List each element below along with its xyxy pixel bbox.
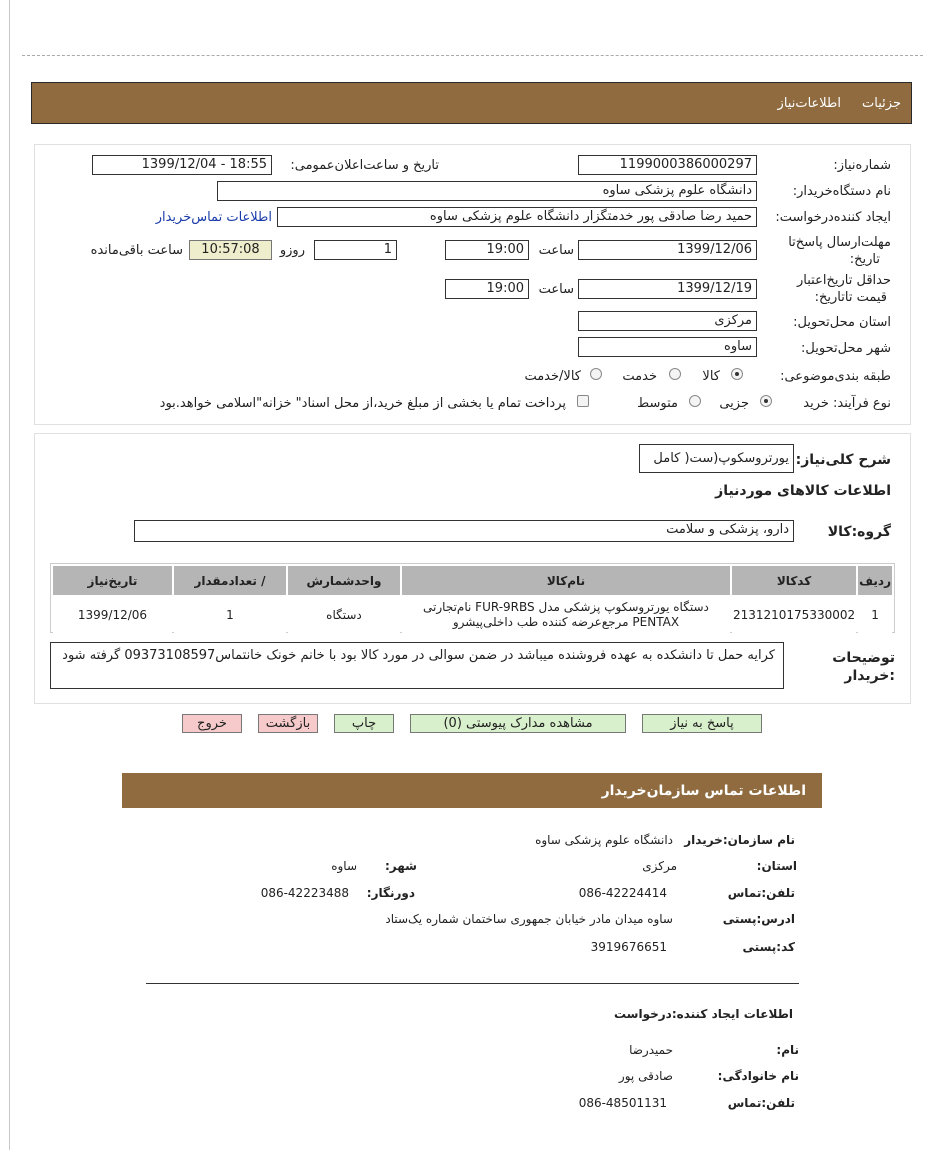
top-dashed-divider: [22, 55, 923, 56]
items-heading: اطلاعات کالاهای موردنیاز: [715, 483, 891, 499]
cell-name: دستگاه یورتروسکوپ پزشکی مدل FUR-9RBS نام‌تجارتی PENTAX مرجع‌عرضه کننده طب داخلی‌پیشرو: [402, 597, 730, 633]
org-value: دانشگاه علوم پزشکی ساوه: [535, 833, 673, 847]
notes-field: کرایه حمل تا دانشکده به عهده فروشنده میباشد در ضمن سوالی در مورد کالا بود با خانم خونک خانتماس09373108597 گرفته شود: [50, 642, 784, 689]
contact-province-label: استان:: [756, 859, 797, 873]
contact-city-value: ساوه: [331, 859, 357, 873]
table-row: [53, 597, 892, 633]
process-radio-medium[interactable]: [689, 395, 701, 407]
creator-name-label: نام:: [776, 1043, 799, 1057]
creator-label: ایجاد کننده‌درخواست:: [775, 210, 891, 225]
fax-label: دورنگار:: [366, 886, 415, 900]
col-unit: واحدشمارش: [288, 566, 400, 595]
org-label: نام سازمان:خریدار: [684, 833, 795, 847]
creator-name-value: حمیدرضا: [629, 1043, 673, 1057]
contact-city-label: شهر:: [385, 859, 417, 873]
tab-details[interactable]: جزئیات: [862, 96, 901, 111]
address-label: ادرس:پستی: [722, 912, 795, 926]
announce-label: تاریخ و ساعت‌اعلان‌عمومی:: [290, 158, 439, 173]
group-field: دارو، پزشکی و سلامت: [134, 520, 794, 542]
deadline-time-field: 19:00: [445, 240, 529, 260]
payment-checkbox[interactable]: [577, 395, 589, 407]
creator-family-value: صادقی پور: [618, 1069, 673, 1083]
creator-phone-value: 086-48501131: [578, 1096, 667, 1110]
deadline-hour-label: ساعت: [538, 243, 574, 258]
days-label: روزو: [279, 243, 305, 258]
process-label: نوع فرآیند: خرید: [803, 396, 891, 411]
deadline-label-date: تاریخ:: [849, 252, 880, 267]
process-option-medium: متوسط: [637, 396, 678, 411]
print-button[interactable]: چاپ: [334, 714, 394, 733]
category-option-goods: کالا: [702, 369, 720, 384]
summary-field: یورتروسکوپ(ست( کامل: [639, 444, 794, 473]
reply-button[interactable]: پاسخ به نیاز: [642, 714, 762, 733]
category-radio-goods-service[interactable]: [590, 368, 602, 380]
contact-divider: [146, 983, 799, 984]
postal-label: کد:پستی: [742, 940, 795, 954]
creator-field: حمید رضا صادقی پور خدمتگزار دانشگاه علوم پزشکی ساوه: [277, 207, 757, 227]
col-date: تاریخ‌نیاز: [53, 566, 172, 595]
deadline-date-field: 1399/12/06: [578, 240, 757, 260]
contact-title: اطلاعات تماس سازمان‌خریدار: [601, 783, 806, 799]
contact-phone-label: تلفن:تماس: [727, 886, 795, 900]
cell-unit: دستگاه: [288, 597, 400, 633]
creator-heading: اطلاعات ایجاد کننده:درخواست: [613, 1007, 793, 1021]
province-field: مرکزی: [578, 311, 757, 331]
buyer-label: نام دستگاه‌خریدار:: [792, 184, 891, 199]
buyer-contact-link[interactable]: اطلاعات تماس‌خریدار: [155, 210, 272, 225]
city-field: ساوه: [578, 337, 757, 357]
announce-field: 1399/12/04 - 18:55: [92, 155, 272, 175]
postal-value: 3919676651: [590, 940, 667, 954]
notes-label-buyer: :خریدار: [844, 668, 895, 684]
category-option-service: خدمت: [622, 369, 657, 384]
validity-time-field: 19:00: [445, 279, 529, 299]
deadline-label: مهلت‌ارسال پاسخ‌تا: [788, 235, 891, 250]
items-table: [51, 564, 894, 635]
creator-family-label: نام خانوادگی:: [717, 1069, 799, 1083]
notes-label: توضیحات: [832, 650, 895, 666]
col-code: کدکالا: [732, 566, 856, 595]
attachments-button[interactable]: مشاهده مدارک پیوستی (0): [410, 714, 626, 733]
days-field: 1: [314, 240, 397, 260]
category-label: طبقه بندی‌موضوعی:: [780, 369, 891, 384]
creator-phone-label: تلفن:تماس: [727, 1096, 795, 1110]
group-label: گروه:کالا: [827, 524, 891, 540]
cell-code: 2131210175330002: [732, 597, 856, 633]
need-number-label: شماره‌نیاز:: [833, 158, 891, 173]
process-radio-minor[interactable]: [760, 395, 772, 407]
category-radio-goods[interactable]: [731, 368, 743, 380]
col-qty: / تعدادمقدار: [174, 566, 286, 595]
category-radio-service[interactable]: [669, 368, 681, 380]
buyer-field: دانشگاه علوم پزشکی ساوه: [217, 181, 757, 201]
remaining-time-field: 10:57:08: [189, 240, 272, 260]
process-option-minor: جزیی: [719, 396, 749, 411]
fax-value: 086-42223488: [260, 886, 349, 900]
contact-header-bar: [122, 773, 822, 808]
payment-note: پرداخت تمام یا بخشی از مبلغ خرید،از محل اسناد" خزانه"اسلامی خواهد.بود: [159, 396, 566, 411]
contact-phone-value: 086-42224414: [578, 886, 667, 900]
exit-button[interactable]: خروج: [182, 714, 242, 733]
remaining-label: ساعت باقی‌مانده: [90, 243, 183, 258]
validity-label: حداقل تاریخ‌اعتبار: [797, 273, 891, 288]
back-button[interactable]: بازگشت: [258, 714, 318, 733]
col-row: ردیف: [858, 566, 892, 595]
cell-date: 1399/12/06: [53, 597, 172, 633]
validity-label-date: قیمت تا‌تاریخ:: [814, 290, 887, 305]
validity-hour-label: ساعت: [538, 282, 574, 297]
category-option-goods-service: کالا/خدمت: [524, 369, 581, 384]
cell-row: 1: [858, 597, 892, 633]
items-table-frame: [50, 563, 895, 633]
top-tab-bar: [31, 82, 912, 124]
tab-need-info[interactable]: اطلاعات‌نیاز: [777, 96, 841, 111]
address-value: ساوه میدان مادر خیابان جمهوری ساختمان شماره یک‌ستاد: [385, 912, 673, 926]
validity-date-field: 1399/12/19: [578, 279, 757, 299]
cell-qty: 1: [174, 597, 286, 633]
contact-province-value: مرکزی: [642, 859, 677, 873]
summary-label: شرح کلی‌نیاز:: [795, 452, 891, 468]
need-number-field: 1199000386000297: [578, 155, 757, 175]
left-border-line: [9, 0, 10, 1150]
col-name: نام‌کالا: [402, 566, 730, 595]
province-label: استان محل‌تحویل:: [793, 315, 891, 330]
city-label: شهر محل‌تحویل:: [801, 341, 891, 356]
